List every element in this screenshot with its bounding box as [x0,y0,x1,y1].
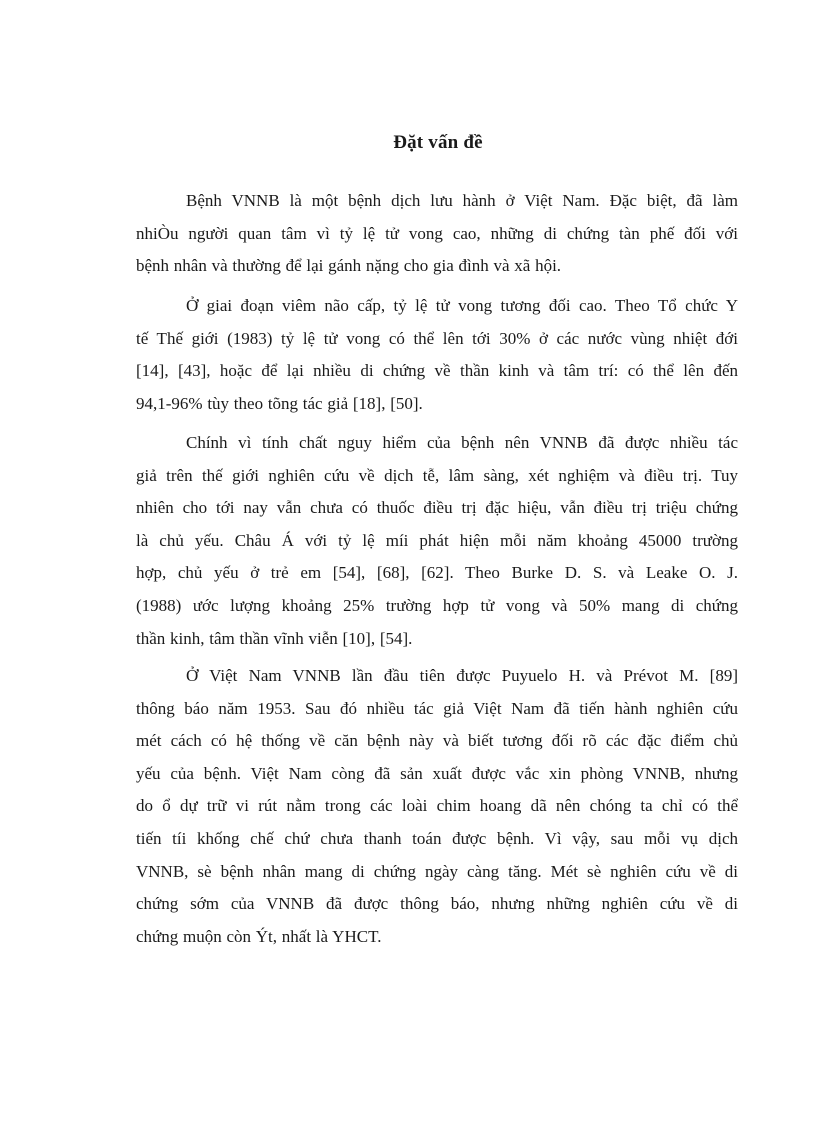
paragraph-line: mét cách có hệ thống về căn bệnh này và biết tương đối rõ các đặc điểm chủ [136,731,738,751]
paragraph-line: tế Thế giới (1983) tỷ lệ tử vong có thể lên tới 30% ở các nước vùng nhiệt đới [136,328,738,348]
paragraph-line: chứng muộn còn Ýt, nhất là YHCT. [136,926,382,946]
paragraph-line: hợp, chủ yếu ở trẻ em [54], [68], [62]. Theo Burke D. S. và Leake O. J. [136,563,738,583]
paragraph-line: giả trên thế giới nghiên cứu về dịch tễ, lâm sàng, xét nghiệm và điều trị. Tuy [136,465,738,485]
paragraph-line: Chính vì tính chất nguy hiểm của bệnh nên VNNB đã được nhiều tác [186,433,738,452]
paragraph-2 [136,290,738,420]
paragraph-line: bệnh nhân và thường để lại gánh nặng cho gia đình và xã hội. [136,256,562,276]
paragraph-line: yếu của bệnh. Việt Nam còng đã sản xuất được vắc xin phòng VNNB, nhưng [136,763,738,783]
paragraph-1 [136,185,738,283]
paragraph-line: thông báo năm 1953. Sau đó nhiều tác giả Việt Nam đã tiến hành nghiên cứu [136,698,738,718]
paragraph-line: Bệnh VNNB là một bệnh dịch lưu hành ở Việt Nam. Đặc biệt, đã làm [186,191,738,210]
paragraph-line: Ở Việt Nam VNNB lần đầu tiên được Puyuelo H. và Prévot M. [89] [186,666,738,685]
paragraph-line: thần kinh, tâm thần vĩnh viễn [10], [54]. [136,628,413,648]
paragraph-line: do ổ dự trữ vi rút nằm trong các loài chim hoang dã nên chóng ta chỉ có thể [136,796,738,816]
paragraph-line: VNNB, sè bệnh nhân mang di chứng ngày càng tăng. Mét sè nghiên cứu về di [136,861,738,881]
paragraph-3 [136,427,738,655]
paragraph-line: là chủ yếu. Châu Á với tỷ lệ míi phát hiện mỗi năm khoảng 45000 trường [136,530,738,550]
paragraph-4 [136,660,738,953]
paragraph-line: nhiÒu người quan tâm vì tỷ lệ tử vong cao, những di chứng tàn phế đối với [136,223,738,243]
page-title: Đặt vấn đề [393,132,483,153]
paragraph-line: 94,1-96% tùy theo tõng tác giả [18], [50]. [136,393,423,413]
paragraph-line: (1988) ước lượng khoảng 25% trường hợp tử vong và 50% mang di chứng [136,595,738,615]
paragraph-line: tiến tíi khống chế chứ chưa thanh toán được bệnh. Vì vậy, sau mỗi vụ dịch [136,828,738,848]
paragraph-line: [14], [43], hoặc để lại nhiều di chứng về thần kinh và tâm trí: có thể lên đến [136,361,738,381]
paragraph-line: nhiên cho tới nay vẫn chưa có thuốc điều trị đặc hiệu, vẫn điều trị triệu chứng [136,498,738,518]
paragraph-line: Ở giai đoạn viêm não cấp, tỷ lệ tử vong tương đối cao. Theo Tổ chức Y [186,296,738,315]
paragraph-line: chứng sớm của VNNB đã được thông báo, nhưng những nghiên cứu về di [136,894,738,914]
